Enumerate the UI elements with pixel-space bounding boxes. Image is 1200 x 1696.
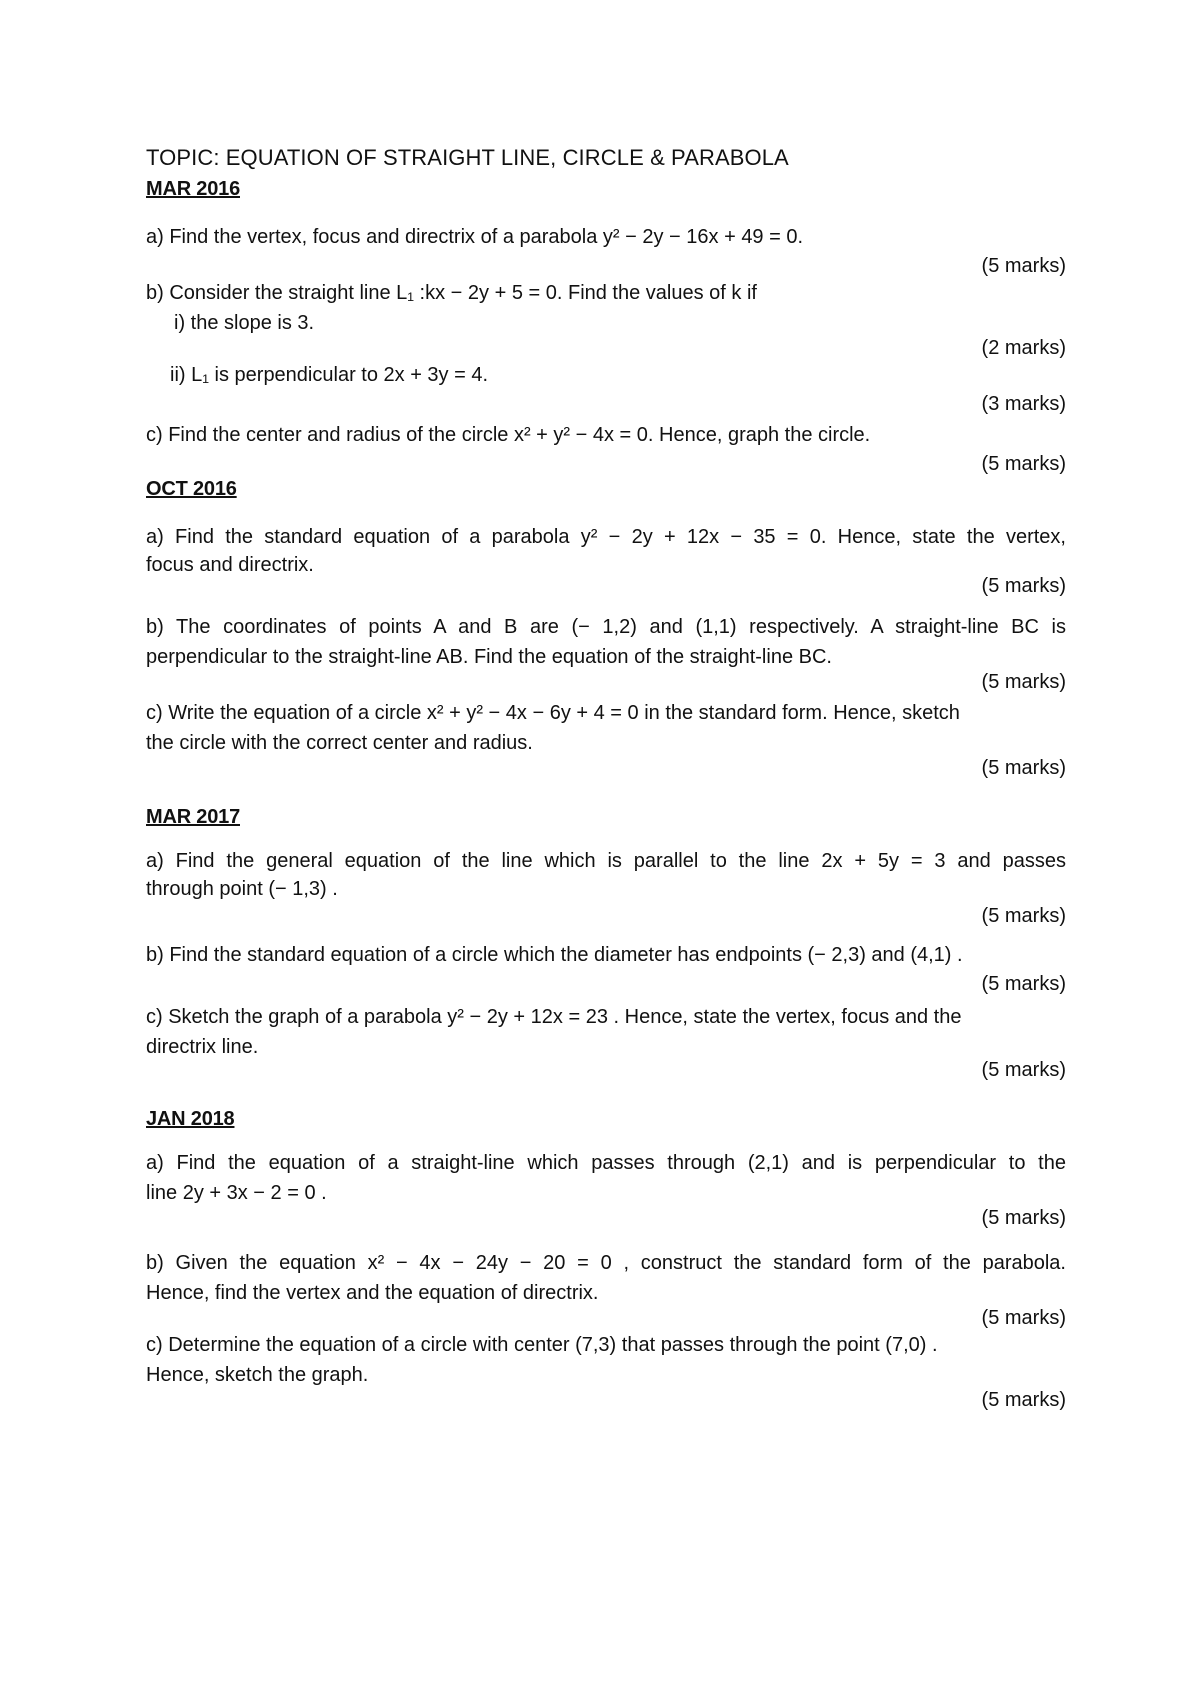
question-text: b) Given the equation x² − 4x − 24y − 20 = 0 , construct the standard form of the parabola. — [146, 1252, 1066, 1274]
marks-label: (3 marks) — [981, 393, 1066, 415]
marks-label: (5 marks) — [981, 905, 1066, 927]
question-subpart: ii) L₁ is perpendicular to 2x + 3y = 4. — [170, 364, 489, 386]
marks-label: (5 marks) — [981, 1307, 1066, 1329]
marks-label: (2 marks) — [981, 337, 1066, 359]
question-text: b) The coordinates of points A and B are (− 1,2) and (1,1) respectively. A straight-line BC is — [146, 616, 1066, 638]
marks-label: (5 marks) — [981, 973, 1066, 995]
marks-label: (5 marks) — [981, 757, 1066, 779]
question-text: b) Find the standard equation of a circle which the diameter has endpoints (− 2,3) and (4,1) . — [146, 944, 963, 966]
marks-label: (5 marks) — [981, 1389, 1066, 1411]
question-text: focus and directrix. — [146, 554, 314, 576]
question-text: b) Consider the straight line L₁ :kx − 2y + 5 = 0. Find the values of k if — [146, 282, 757, 304]
marks-label: (5 marks) — [981, 255, 1066, 277]
question-subpart: i) the slope is 3. — [174, 312, 315, 334]
question-text: c) Write the equation of a circle x² + y² − 4x − 6y + 4 = 0 in the standard form. Hence, sketch — [146, 702, 960, 724]
marks-label: (5 marks) — [981, 1207, 1066, 1229]
question-text: directrix line. — [146, 1036, 259, 1058]
section-heading-jan-2018: JAN 2018 — [146, 1108, 235, 1130]
question-text: through point (− 1,3) . — [146, 878, 338, 900]
marks-label: (5 marks) — [981, 671, 1066, 693]
question-text: a) Find the standard equation of a parabola y² − 2y + 12x − 35 = 0. Hence, state the vertex, — [146, 526, 1066, 548]
question-text: Hence, find the vertex and the equation of directrix. — [146, 1282, 599, 1304]
section-heading-oct-2016: OCT 2016 — [146, 478, 237, 500]
marks-label: (5 marks) — [981, 453, 1066, 475]
question-text: c) Determine the equation of a circle with center (7,3) that passes through the point (7,0) . — [146, 1334, 938, 1356]
question-text: the circle with the correct center and radius. — [146, 732, 533, 754]
question-text: perpendicular to the straight-line AB. Find the equation of the straight-line BC. — [146, 646, 832, 668]
question-text: Hence, sketch the graph. — [146, 1364, 369, 1386]
marks-label: (5 marks) — [981, 575, 1066, 597]
question-text: c) Find the center and radius of the circle x² + y² − 4x = 0. Hence, graph the circle. — [146, 424, 871, 446]
marks-label: (5 marks) — [981, 1059, 1066, 1081]
section-heading-mar-2017: MAR 2017 — [146, 806, 240, 828]
question-text: a) Find the equation of a straight-line which passes through (2,1) and is perpendicular to the — [146, 1152, 1066, 1174]
section-heading-mar-2016: MAR 2016 — [146, 178, 240, 200]
question-text: line 2y + 3x − 2 = 0 . — [146, 1182, 327, 1204]
question-text: a) Find the general equation of the line which is parallel to the line 2x + 5y = 3 and passes — [146, 850, 1066, 872]
page-title: TOPIC: EQUATION OF STRAIGHT LINE, CIRCLE & PARABOLA — [146, 145, 789, 170]
document-page — [146, 0, 1066, 1696]
question-text: a) Find the vertex, focus and directrix of a parabola y² − 2y − 16x + 49 = 0. — [146, 226, 804, 248]
question-text: c) Sketch the graph of a parabola y² − 2y + 12x = 23 . Hence, state the vertex, focus and the — [146, 1006, 962, 1028]
